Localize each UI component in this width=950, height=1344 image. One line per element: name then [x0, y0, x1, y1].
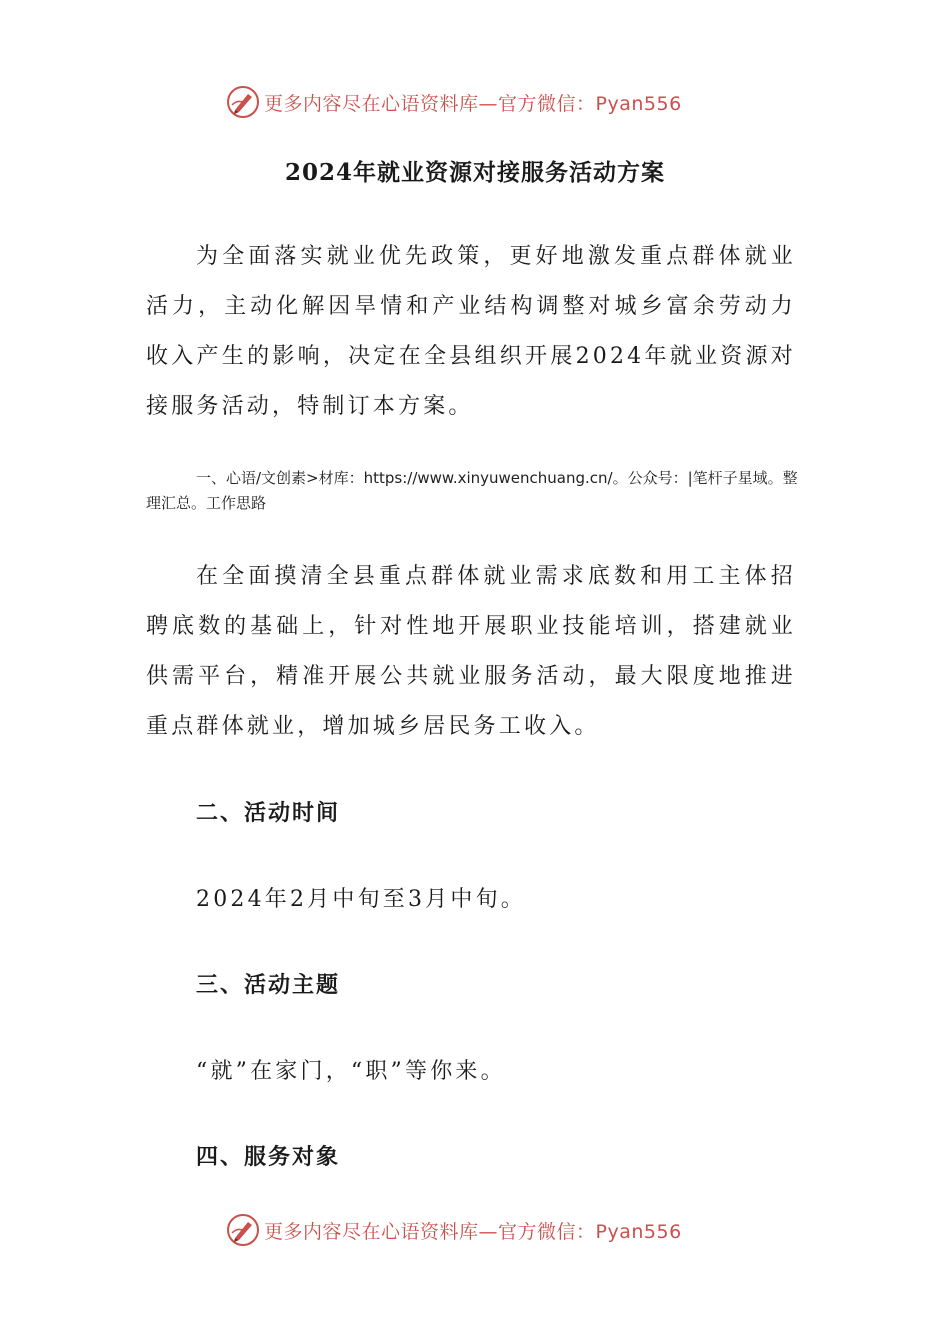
footer-watermark-banner — [226, 1210, 746, 1250]
section-one-note: 一、心语/文创素>材库：https://www.xinyuwenchuang.cn/。公众号：|笔杆子星域。整理汇总。工作思路 — [146, 469, 798, 512]
header-watermark-banner — [226, 82, 746, 122]
banner-text: 更多内容尽在心语资料库—官方微信：Pyan556 — [264, 92, 682, 115]
document-title: 2024年就业资源对接服务活动方案 — [284, 159, 665, 186]
section-heading-time: 二、活动时间 — [196, 800, 341, 826]
section-heading-theme: 三、活动主题 — [196, 972, 341, 998]
intro-paragraph: 为全面落实就业优先政策，更好地激发重点群体就业活力，主动化解因旱情和产业结构调整对城乡富余劳动力收入产生的影响，决定在全县组织开展2024年就业资源对接服务活动，特制订本方案。 — [146, 244, 796, 419]
section-heading-target: 四、服务对象 — [196, 1144, 341, 1170]
pen-logo-icon — [226, 1213, 260, 1247]
banner-text: 更多内容尽在心语资料库—官方微信：Pyan556 — [264, 1220, 682, 1243]
pen-logo-icon — [226, 85, 260, 119]
theme-text: “就”在家门，“职”等你来。 — [196, 1059, 506, 1084]
time-text: 2024年2月中旬至3月中旬。 — [196, 887, 526, 912]
approach-paragraph: 在全面摸清全县重点群体就业需求底数和用工主体招聘底数的基础上，针对性地开展职业技能培训，搭建就业供需平台，精准开展公共就业服务活动，最大限度地推进重点群体就业，增加城乡居民务工收入。 — [146, 564, 796, 739]
